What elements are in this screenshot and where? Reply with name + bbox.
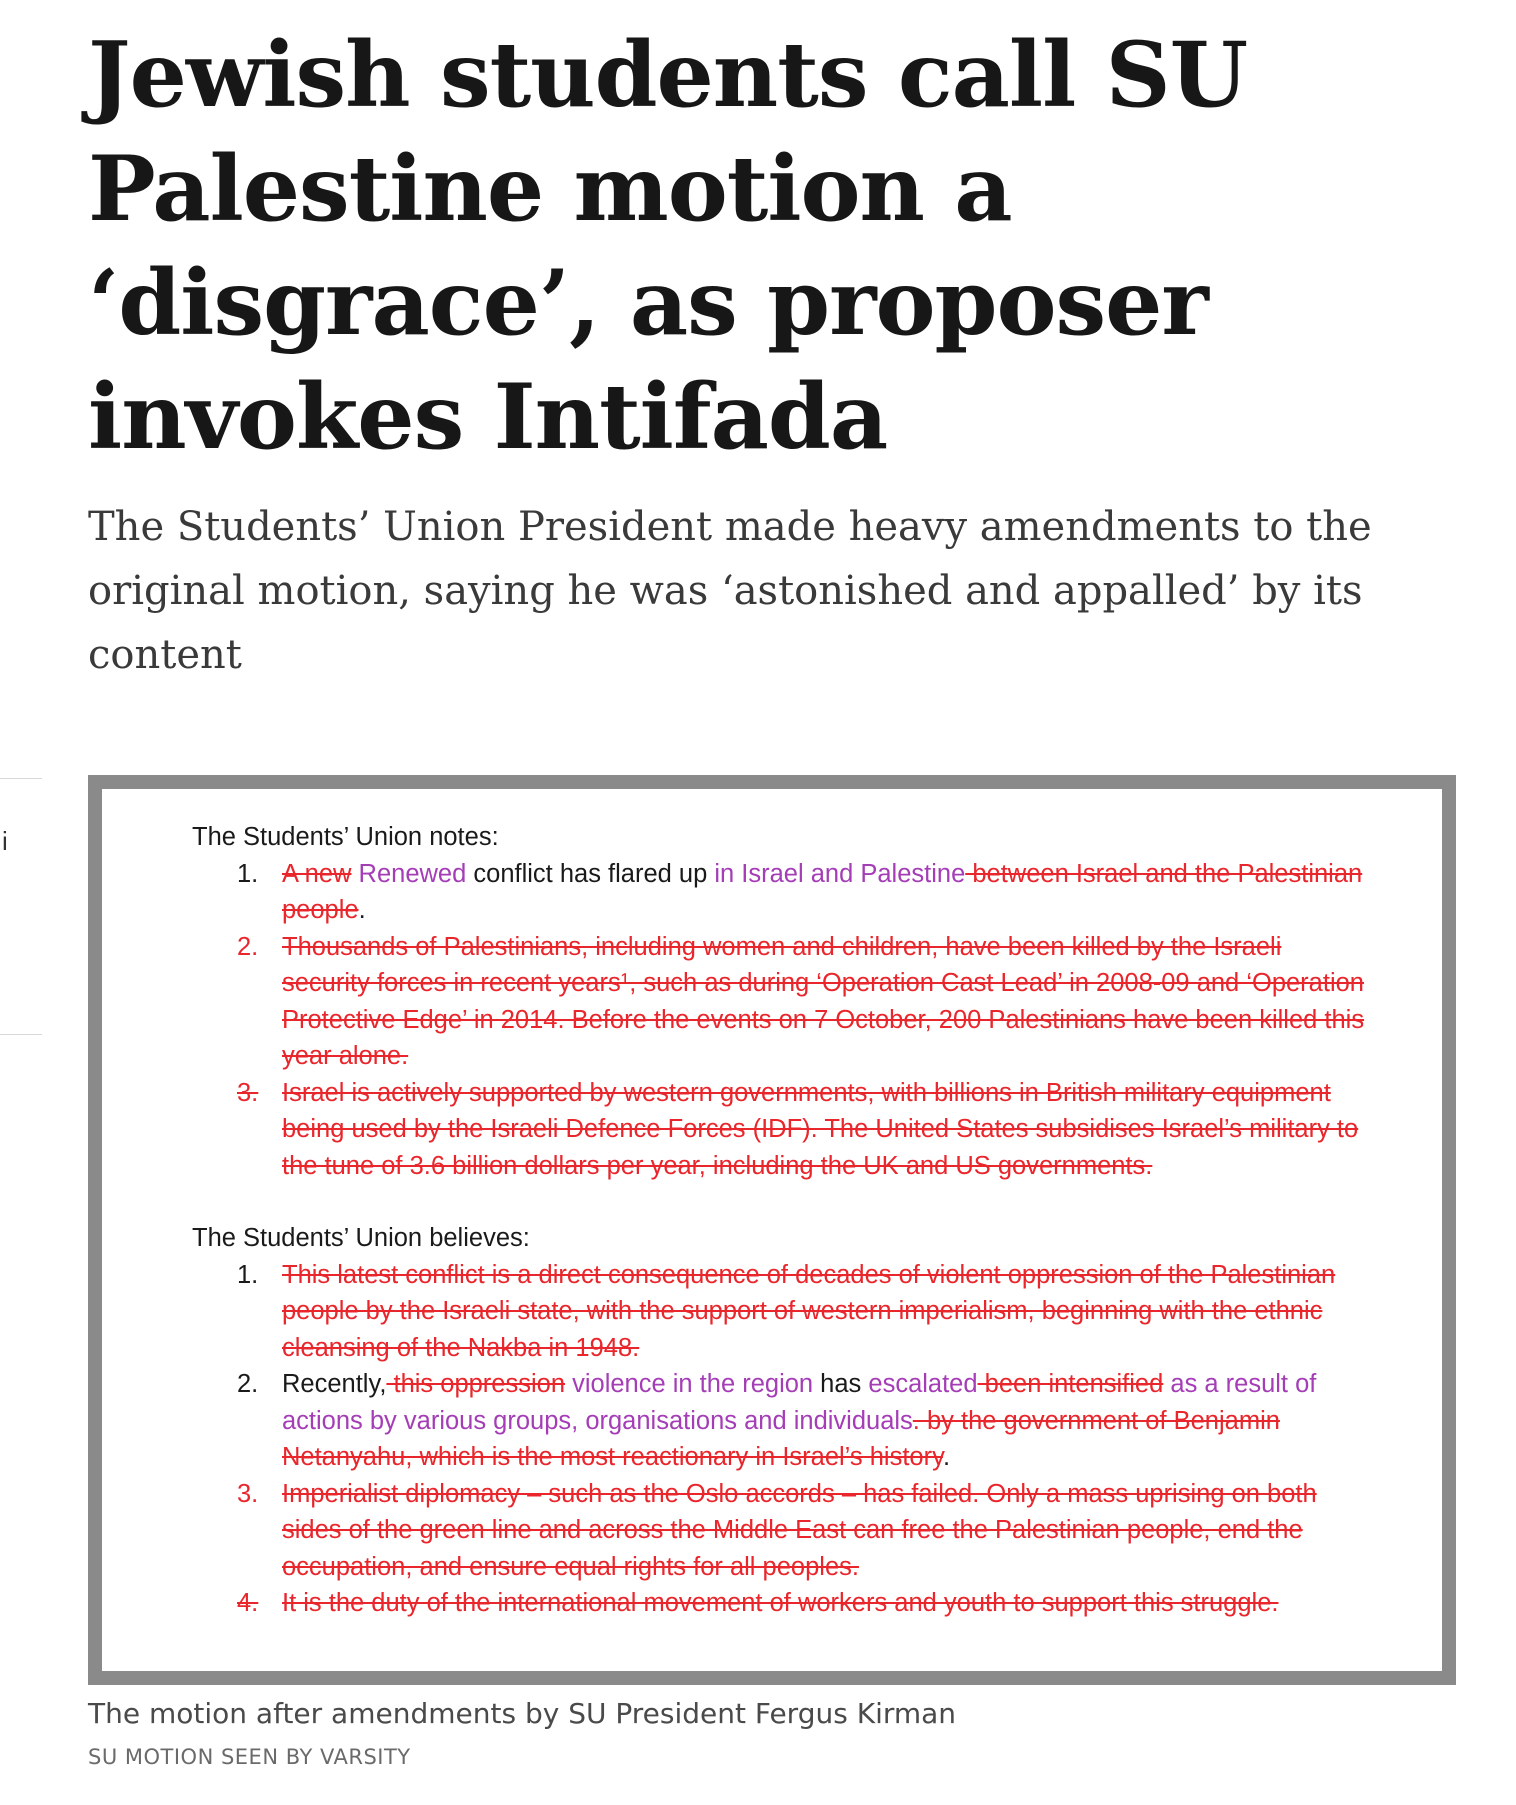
inserted-text: violence in the region [565,1370,814,1398]
item-number: 2. [237,1370,259,1398]
believes-item-4 [192,1585,1372,1622]
image-caption: The motion after amendments by SU President Fergus Kirman [88,1697,957,1730]
believes-item-2 [192,1366,1372,1476]
sidebar-divider [0,778,42,779]
item-number: 3. [237,1078,259,1107]
deleted-text: been intensified [977,1370,1164,1398]
notes-item-1 [192,856,1372,929]
deleted-text: It is the duty of the international movement of workers and youth to support this struggle. [282,1589,1279,1617]
original-text: . [358,896,366,924]
believes-item-1 [192,1257,1372,1367]
item-number: 1. [237,1260,259,1289]
deleted-text: between Israel and the Palestinian people [282,859,1363,924]
original-text: . [942,1443,951,1471]
headline: Jewish students call SU Palestine motion a ‘disgrace’, as proposer invokes Intifada [88,22,1248,470]
deleted-text: A new [282,859,352,888]
deleted-text: Thousands of Palestinians, including women and children, have been killed by the Israeli security forces in recent years¹, such as during ‘Operation Cast Lead’ in 2008-09 and ‘Operation Protective Edge’ in 2014. Before the events on 7 October, 200 Palestinians have been killed this year alone. [282,932,1365,1070]
item-number: 1. [237,859,259,888]
original-text: Recently, [282,1370,387,1398]
deleted-text: Imperialist diplomacy – such as the Oslo accords – has failed. Only a mass uprising on both sides of the green line and across the Middle East can free the Palestinian people, end the occupation, and ensure equal rights for all peoples. [282,1479,1317,1581]
sidebar-share-glyph[interactable]: i [2,826,8,856]
deleted-text: Israel is actively supported by western governments, with billions in British military equipment being used by the Israeli Defence Forces (IDF). The United States subsidises Israel’s military to the tune of 3.6 billion dollars per year, including the UK and US governments. [282,1078,1359,1180]
notes-item-3 [192,1075,1372,1185]
inserted-text: Renewed [351,859,467,888]
deleted-text: this oppression [386,1370,566,1398]
motion-document [192,819,1372,1622]
item-number: 2. [237,932,259,961]
believes-heading: The Students’ Union believes: [192,1224,530,1252]
image-credit: SU MOTION SEEN BY VARSITY [88,1745,411,1769]
item-number: 3. [237,1479,259,1508]
sidebar-divider [0,1034,42,1035]
notes-item-2 [192,929,1372,1075]
inserted-text: as a result of actions by various groups, organisations and individuals [282,1370,1317,1435]
motion-document-image [88,775,1456,1685]
inserted-text: in Israel and Palestine [714,859,966,888]
deleted-text: This latest conflict is a direct consequence of decades of violent oppression of the Palestinian people by the Israeli state, with the support of western imperialism, beginning with the ethnic cleansing of the Nakba in 1948. [282,1260,1336,1362]
standfirst: The Students’ Union President made heavy amendments to the original motion, saying he was ‘astonished and appalled’ by its content [88,504,1372,678]
item-number: 4. [237,1589,259,1617]
original-text: has [813,1370,869,1398]
original-text: conflict has flared up [466,859,715,888]
deleted-text: . by the government of Benjamin Netanyahu, which is the most reactionary in Israel’s history [282,1406,1280,1471]
believes-item-3 [192,1476,1372,1586]
inserted-text: escalated [868,1370,978,1398]
notes-heading: The Students’ Union notes: [192,823,499,851]
